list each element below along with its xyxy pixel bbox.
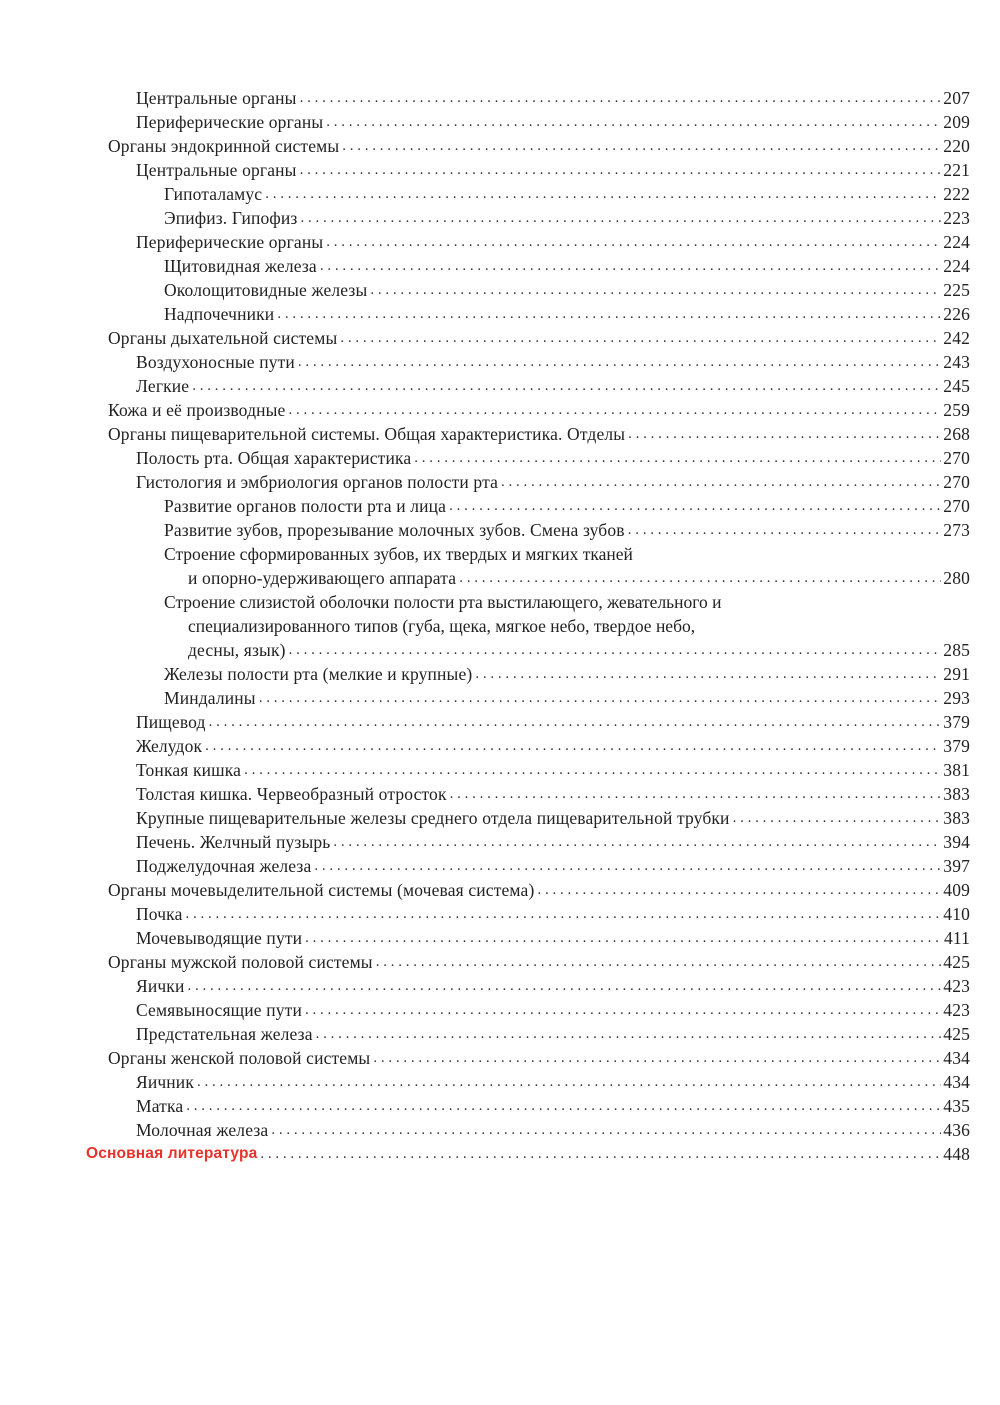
toc-entry-title: Тонкая кишка <box>136 760 242 780</box>
toc-entry-title: Органы мужской половой системы <box>108 952 373 972</box>
toc-entry-title: Развитие органов полости рта и лица <box>164 496 447 516</box>
toc-entry-title: Миндалины <box>164 688 256 708</box>
toc-entry[interactable] <box>108 278 970 302</box>
toc-page-number: 242 <box>943 328 970 348</box>
toc-entry[interactable] <box>108 710 970 734</box>
toc-entry-title: Пищевод <box>136 712 206 732</box>
toc-entry-continued-line: Строение слизистой оболочки полости рта выстилающего, жевательного и <box>164 592 722 612</box>
dot-leader <box>288 398 941 422</box>
toc-entry-title: Семявыносящие пути <box>136 1000 302 1020</box>
toc-page-number: 423 <box>943 1000 970 1020</box>
toc-entry[interactable] <box>108 302 970 326</box>
toc-page-number: 291 <box>943 664 970 684</box>
dot-leader <box>305 998 941 1022</box>
dot-leader <box>326 230 941 254</box>
toc-page-number: 221 <box>943 160 970 180</box>
toc-entry[interactable] <box>108 86 970 110</box>
toc-page-number: 280 <box>943 568 970 588</box>
toc-entry-title: Яичник <box>136 1072 194 1092</box>
toc-entry-title: Центральные органы <box>136 88 297 108</box>
toc-page-number: 381 <box>943 760 970 780</box>
toc-entry-title: Толстая кишка. Червеобразный отросток <box>136 784 447 804</box>
toc-page-number: 285 <box>943 640 970 660</box>
dot-leader <box>501 470 941 494</box>
dot-leader <box>316 1022 942 1046</box>
toc-entry-title: Полость рта. Общая характеристика <box>136 448 412 468</box>
toc-page-number: 411 <box>943 928 970 948</box>
dot-leader <box>186 902 942 926</box>
dot-leader <box>205 734 941 758</box>
dot-leader <box>300 206 941 230</box>
dot-leader <box>244 758 941 782</box>
toc-entry[interactable] <box>108 230 970 254</box>
toc-entry-title: Надпочечники <box>164 304 275 324</box>
dot-leader <box>333 830 941 854</box>
toc-entry-title: Железы полости рта (мелкие и крупные) <box>164 664 473 684</box>
toc-page-number: 379 <box>943 736 970 756</box>
dot-leader <box>289 638 942 662</box>
toc-entry-title: Околощитовидные железы <box>164 280 368 300</box>
toc-page-number: 224 <box>943 232 970 252</box>
toc-entry[interactable] <box>108 518 970 542</box>
dot-leader <box>197 1070 941 1094</box>
toc-entry[interactable] <box>108 638 970 662</box>
toc-entry-title: Щитовидная железа <box>164 256 317 276</box>
toc-entry-title: Кожа и её производные <box>108 400 286 420</box>
dot-leader <box>373 1046 941 1070</box>
toc-page-number: 425 <box>943 1024 970 1044</box>
table-of-contents <box>86 86 970 1166</box>
toc-page-number: 209 <box>943 112 970 132</box>
toc-page-number: 293 <box>943 688 970 708</box>
toc-page-number: 448 <box>943 1144 970 1164</box>
toc-entry-title: Крупные пищеварительные железы среднего отдела пищеварительной трубки <box>136 808 730 828</box>
toc-page-number: 243 <box>943 352 970 372</box>
toc-entry[interactable] <box>108 854 970 878</box>
toc-entry[interactable] <box>108 878 970 902</box>
toc-entry-title: Органы пищеварительной системы. Общая характеристика. Отделы <box>108 424 626 444</box>
toc-entry[interactable] <box>108 782 970 806</box>
dot-leader <box>628 518 942 542</box>
dot-leader <box>537 878 941 902</box>
toc-entry[interactable] <box>108 902 970 926</box>
toc-entry-title: Основная литература <box>86 1145 258 1162</box>
toc-entry-title: Развитие зубов, прорезывание молочных зубов. Смена зубов <box>164 520 625 540</box>
toc-page-number: 435 <box>943 1096 970 1116</box>
toc-page-number: 434 <box>943 1048 970 1068</box>
toc-entry[interactable] <box>108 998 970 1022</box>
toc-page-number: 394 <box>943 832 970 852</box>
dot-leader <box>300 158 942 182</box>
dot-leader <box>326 110 941 134</box>
toc-entry[interactable] <box>108 806 970 830</box>
toc-entry[interactable] <box>108 686 970 710</box>
toc-entry-title: Желудок <box>136 736 203 756</box>
toc-entry[interactable] <box>108 182 970 206</box>
toc-entry[interactable] <box>108 662 970 686</box>
toc-entry-continued-line: специализированного типов (губа, щека, мягкое небо, твердое небо, <box>188 616 696 636</box>
dot-leader <box>259 686 942 710</box>
toc-page-number: 220 <box>943 136 970 156</box>
toc-page-number: 259 <box>943 400 970 420</box>
toc-entry[interactable] <box>108 974 970 998</box>
dot-leader <box>187 974 941 998</box>
toc-page-number: 225 <box>943 280 970 300</box>
toc-page-number: 222 <box>943 184 970 204</box>
dot-leader <box>475 662 941 686</box>
toc-page-number: 207 <box>943 88 970 108</box>
toc-entry[interactable] <box>108 830 970 854</box>
toc-entry-title: Воздухоносные пути <box>136 352 295 372</box>
toc-entry[interactable] <box>108 1070 970 1094</box>
toc-page-number: 245 <box>943 376 970 396</box>
toc-entry-title: Органы женской половой системы <box>108 1048 371 1068</box>
toc-entry[interactable] <box>108 110 970 134</box>
dot-leader <box>320 254 941 278</box>
toc-page-number: 410 <box>943 904 970 924</box>
toc-entry[interactable] <box>108 1094 970 1118</box>
toc-entry[interactable] <box>108 734 970 758</box>
toc-page-number: 270 <box>943 496 970 516</box>
toc-entry-title: Периферические органы <box>136 232 324 252</box>
toc-page-number: 436 <box>943 1120 970 1140</box>
dot-leader <box>260 1142 941 1166</box>
toc-entry-title: Молочная железа <box>136 1120 269 1140</box>
dot-leader <box>733 806 942 830</box>
dot-leader <box>459 566 941 590</box>
toc-entry-title: Гипоталамус <box>164 184 263 204</box>
toc-page-number: 409 <box>943 880 970 900</box>
dot-leader <box>209 710 942 734</box>
toc-entry-references[interactable] <box>86 1142 970 1166</box>
toc-entry-title: Периферические органы <box>136 112 324 132</box>
toc-page-number: 425 <box>943 952 970 972</box>
dot-leader <box>628 422 941 446</box>
toc-page-number: 379 <box>943 712 970 732</box>
toc-page-number: 383 <box>943 784 970 804</box>
dot-leader <box>298 350 941 374</box>
dot-leader <box>314 854 941 878</box>
toc-entry[interactable] <box>108 350 970 374</box>
toc-entry[interactable] <box>108 566 970 590</box>
toc-entry-title: Предстательная железа <box>136 1024 313 1044</box>
toc-entry[interactable] <box>108 422 970 446</box>
toc-entry[interactable] <box>108 206 970 230</box>
toc-entry[interactable] <box>108 494 970 518</box>
dot-leader <box>342 134 941 158</box>
dot-leader <box>277 302 941 326</box>
toc-entry-continued-line: Строение сформированных зубов, их твердых и мягких тканей <box>164 544 633 564</box>
toc-entry[interactable] <box>108 1046 970 1070</box>
toc-page-number: 226 <box>943 304 970 324</box>
toc-entry-title: Гистология и эмбриология органов полости рта <box>136 472 499 492</box>
toc-entry-title: Почка <box>136 904 183 924</box>
toc-entry-title: Легкие <box>136 376 190 396</box>
toc-entry-title: Эпифиз. Гипофиз <box>164 208 298 228</box>
dot-leader <box>376 950 942 974</box>
dot-leader <box>265 182 941 206</box>
toc-entry-title: Поджелудочная железа <box>136 856 312 876</box>
dot-leader <box>271 1118 941 1142</box>
toc-page-number: 397 <box>943 856 970 876</box>
toc-entry[interactable] <box>108 158 970 182</box>
toc-entry-title: десны, язык) <box>188 640 286 660</box>
toc-entry[interactable] <box>108 254 970 278</box>
toc-entry[interactable] <box>108 134 970 158</box>
toc-page-number: 423 <box>943 976 970 996</box>
toc-entry[interactable] <box>108 374 970 398</box>
dot-leader <box>340 326 941 350</box>
toc-entry-title: Органы дыхательной системы <box>108 328 338 348</box>
toc-entry-title: Матка <box>136 1096 184 1116</box>
toc-page-number: 268 <box>943 424 970 444</box>
toc-entry-title: Печень. Желчный пузырь <box>136 832 331 852</box>
dot-leader <box>305 926 942 950</box>
dot-leader <box>192 374 941 398</box>
toc-entry[interactable] <box>108 446 970 470</box>
toc-page-number: 223 <box>943 208 970 228</box>
dot-leader <box>414 446 941 470</box>
toc-entry-title: Органы мочевыделительной системы (мочевая система) <box>108 880 535 900</box>
toc-entry-title: Органы эндокринной системы <box>108 136 340 156</box>
toc-entry-title: Мочевыводящие пути <box>136 928 303 948</box>
toc-entry-title: Центральные органы <box>136 160 297 180</box>
toc-entry-title: Яички <box>136 976 185 996</box>
toc-page-number: 270 <box>943 448 970 468</box>
toc-entry[interactable] <box>108 398 970 422</box>
toc-page-number: 270 <box>943 472 970 492</box>
toc-entry[interactable] <box>108 470 970 494</box>
toc-page-number: 224 <box>943 256 970 276</box>
toc-page-number: 383 <box>943 808 970 828</box>
dot-leader <box>300 86 942 110</box>
toc-entry[interactable] <box>108 926 970 950</box>
toc-entry[interactable] <box>108 1118 970 1142</box>
toc-page-number: 273 <box>943 520 970 540</box>
dot-leader <box>370 278 941 302</box>
toc-entry[interactable] <box>108 758 970 782</box>
toc-entry[interactable] <box>108 326 970 350</box>
toc-entry[interactable] <box>108 950 970 974</box>
dot-leader <box>449 494 941 518</box>
toc-entry-title: и опорно-удерживающего аппарата <box>188 568 457 588</box>
toc-entry[interactable] <box>108 1022 970 1046</box>
dot-leader <box>186 1094 941 1118</box>
dot-leader <box>450 782 942 806</box>
toc-page-number: 434 <box>943 1072 970 1092</box>
